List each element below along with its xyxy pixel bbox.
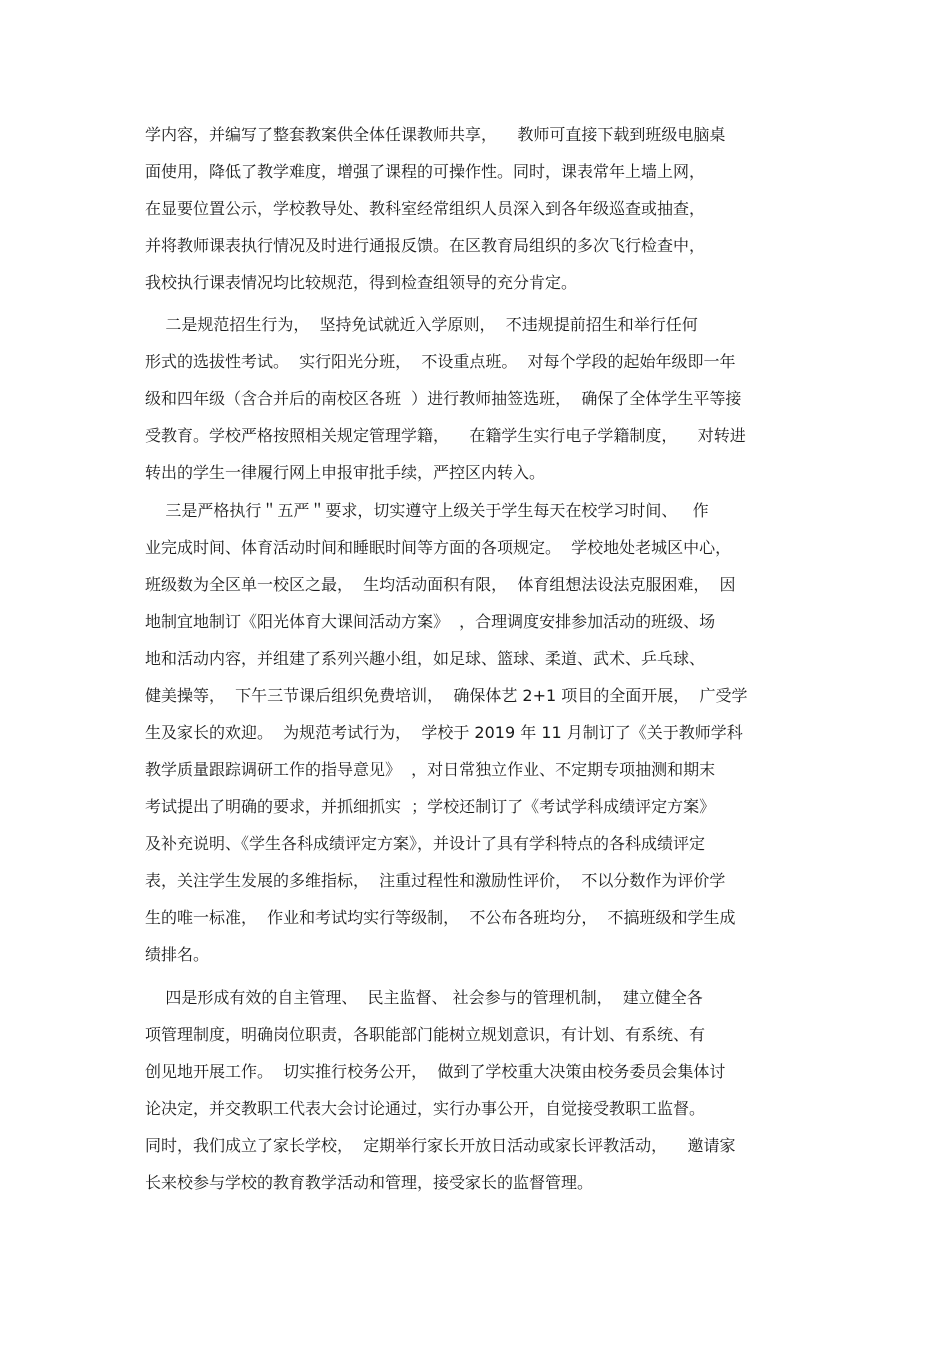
text-line: 地和活动内容，并组建了系列兴趣小组，如足球、篮球、柔道、武术、乒乓球、 [145, 649, 706, 668]
text-line: 转出的学生一律履行网上申报审批手续，严控区内转入。 [145, 463, 546, 482]
text-line: 项管理制度，明确岗位职责，各职能部门能树立规划意识，有计划、有系统、有 [145, 1025, 706, 1044]
text-line: 受教育。学校严格按照相关规定管理学籍， 在籍学生实行电子学籍制度， 对转进 [145, 426, 746, 445]
text-line: 并将教师课表执行情况及时进行通报反馈。在区教育局组织的多次飞行检查中， [145, 236, 706, 255]
text-line: 班级数为全区单一校区之最， 生均活动面积有限， 体育组想法设法克服困难， 因 [145, 575, 736, 594]
text-line: 我校执行课表情况均比较规范，得到检查组领导的充分肯定。 [145, 273, 578, 292]
text-line: 四是形成有效的自主管理、 民主监督、 社会参与的管理机制， 建立健全各 [145, 988, 703, 1007]
text-line: 生及家长的欢迎。 为规范考试行为， 学校于 2019 年 11 月制订了《关于教师学科 [145, 723, 743, 742]
text-line: 业完成时间、体育活动时间和睡眠时间等方面的各项规定。 学校地处老城区中心， [145, 538, 732, 557]
text-line: 论决定，并交教职工代表大会讨论通过，实行办事公开，自觉接受教职工监督。 [145, 1099, 706, 1118]
text-line: 学内容，并编写了整套教案供全体任课教师共享， 教师可直接下载到班级电脑桌 [145, 125, 726, 144]
text-line: 地制宜地制订《阳光体育大课间活动方案》 ，合理调度安排参加活动的班级、场 [145, 612, 716, 631]
text-line: 长来校参与学校的教育教学活动和管理，接受家长的监督管理。 [145, 1173, 594, 1192]
text-line: 形式的选拔性考试。 实行阳光分班， 不设重点班。 对每个学段的起始年级即一年 [145, 352, 736, 371]
text-line: 健美操等， 下午三节课后组织免费培训， 确保体艺 2+1 项目的全面开展， 广受学 [145, 686, 748, 705]
text-line: 及补充说明、《学生各科成绩评定方案》，并设计了具有学科特点的各科成绩评定 [145, 834, 706, 853]
text-line: 级和四年级（含合并后的南校区各班 ）进行教师抽签选班， 确保了全体学生平等接 [145, 389, 742, 408]
text-line: 绩排名。 [145, 945, 210, 964]
text-line: 考试提出了明确的要求，并抓细抓实 ；学校还制订了《考试学科成绩评定方案》 [145, 797, 716, 816]
text-line: 面使用，降低了教学难度，增强了课程的可操作性。同时，课表常年上墙上网， [145, 162, 706, 181]
text-line: 在显要位置公示，学校教导处、教科室经常组织人员深入到各年级巡查或抽查， [145, 199, 706, 218]
text-line: 表，关注学生发展的多维指标， 注重过程性和激励性评价， 不以分数作为评价学 [145, 871, 726, 890]
text-line: 同时，我们成立了家长学校， 定期举行家长开放日活动或家长评教活动， 邀请家 [145, 1136, 736, 1155]
text-line: 二是规范招生行为， 坚持免试就近入学原则， 不违规提前招生和举行任何 [145, 315, 698, 334]
text-line: 生的唯一标准， 作业和考试均实行等级制， 不公布各班均分， 不搞班级和学生成 [145, 908, 736, 927]
text-line: 教学质量跟踪调研工作的指导意见》 ，对日常独立作业、不定期专项抽测和期末 [145, 760, 716, 779]
text-line: 创见地开展工作。 切实推行校务公开， 做到了学校重大决策由校务委员会集体讨 [145, 1062, 726, 1081]
text-line: 三是严格执行＂五严＂要求，切实遵守上级关于学生每天在校学习时间、 作 [145, 501, 709, 520]
